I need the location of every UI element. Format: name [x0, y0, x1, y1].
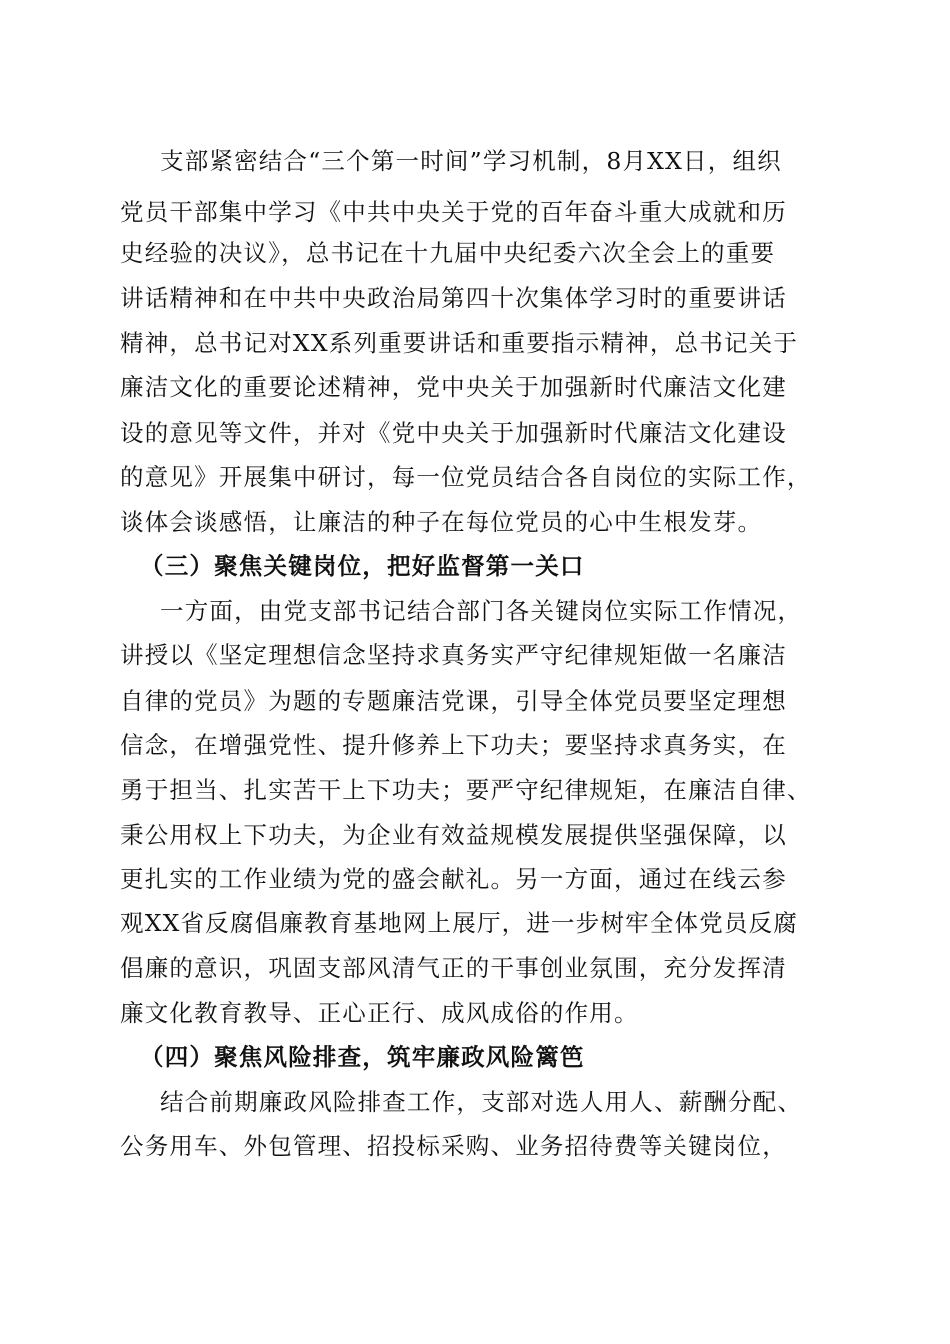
paragraph-3-line-1: 结合前期廉政风险排查工作，支部对选人用人、薪酬分配、: [160, 1088, 803, 1116]
paragraph-1-line-7: 设的意见等文件，并对《党中央关于加强新时代廉洁文化建设: [120, 419, 787, 447]
paragraph-1-line-6: 廉洁文化的重要论述精神，党中央关于加强新时代廉洁文化建: [120, 373, 787, 401]
paragraph-2-line-2: 讲授以《坚定理想信念坚持求真务实严守纪律规矩做一名廉洁: [120, 641, 787, 669]
section-heading-4: （四）聚焦风险排查，筑牢廉政风险篱笆: [140, 1043, 585, 1071]
paragraph-1-line-1: 支部紧密结合“三个第一时间”学习机制，8月XX日，组织: [160, 147, 782, 175]
paragraph-2-line-5: 勇于担当、扎实苦干上下功夫；要严守纪律规矩，在廉洁自律、: [120, 776, 812, 804]
paragraph-2-line-9: 倡廉的意识，巩固支部风清气正的干事创业氛围，充分发挥清: [120, 954, 787, 982]
paragraph-1-line-9: 谈体会谈感悟，让廉洁的种子在每位党员的心中生根发芽。: [120, 508, 763, 536]
paragraph-2-line-6: 秉公用权上下功夫，为企业有效益规模发展提供坚强保障，以: [120, 821, 787, 849]
paragraph-1-line-8: 的意见》开展集中研讨，每一位党员结合各自岗位的实际工作，: [120, 463, 812, 491]
paragraph-2-line-4: 信念，在增强党性、提升修养上下功夫；要坚持求真务实，在: [120, 731, 787, 759]
section-heading-3: （三）聚焦关键岗位，把好监督第一关口: [140, 552, 585, 580]
paragraph-1-line-4: 讲话精神和在中共中央政治局第四十次集体学习时的重要讲话: [120, 284, 787, 312]
paragraph-2-line-8: 观XX省反腐倡廉教育基地网上展厅，进一步树牢全体党员反腐: [120, 909, 799, 937]
paragraph-2-line-10: 廉文化教育教导、正心正行、成风成俗的作用。: [120, 999, 639, 1027]
paragraph-2-line-7: 更扎实的工作业绩为党的盛会献礼。另一方面，通过在线云参: [120, 865, 787, 893]
paragraph-3-line-2: 公务用车、外包管理、招投标采购、业务招待费等关键岗位，: [120, 1132, 787, 1160]
paragraph-2-line-3: 自律的党员》为题的专题廉洁党课，引导全体党员要坚定理想: [120, 687, 787, 715]
paragraph-1-line-5: 精神，总书记对XX系列重要讲话和重要指示精神，总书记关于: [120, 329, 799, 357]
paragraph-1-line-3: 史经验的决议》，总书记在十九届中央纪委六次全会上的重要: [120, 239, 776, 267]
paragraph-2-line-1: 一方面，由党支部书记结合部门各关键岗位实际工作情况，: [160, 597, 803, 625]
paragraph-1-line-2: 党员干部集中学习《中共中央关于党的百年奋斗重大成就和历: [120, 198, 787, 226]
